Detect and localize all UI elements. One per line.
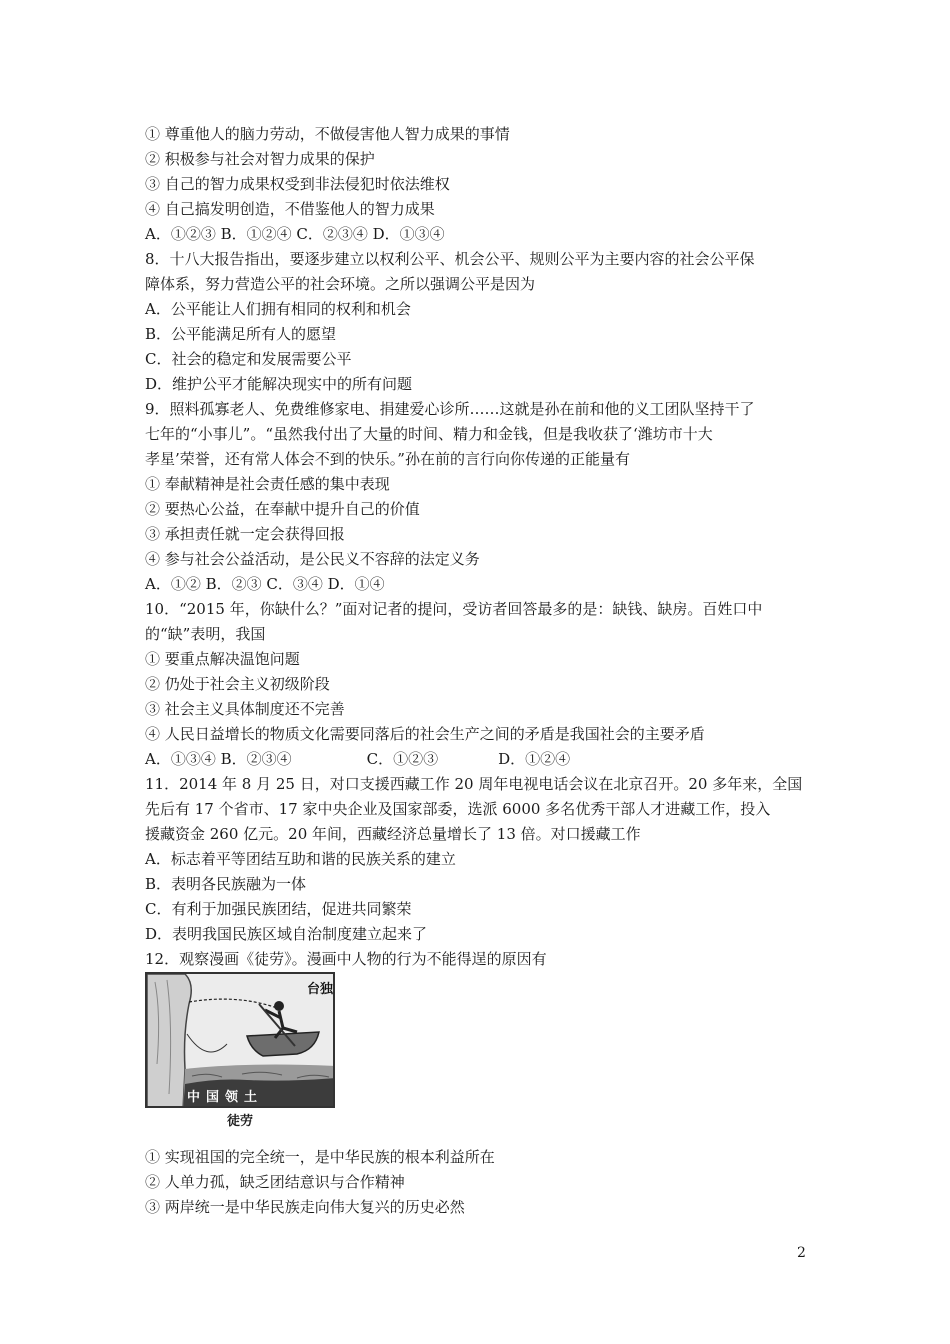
text-line: 的“缺”表明，我国 <box>145 625 266 643</box>
text-line: A．公平能让人们拥有相同的权利和机会 <box>145 300 411 318</box>
text-line: 11．2014 年 8 月 25 日，对口支援西藏工作 20 周年电视电话会议在北京召开。20 多年来，全国 <box>145 775 803 793</box>
text-line: ① 尊重他人的脑力劳动，不做侵害他人智力成果的事情 <box>145 125 510 143</box>
cartoon-image <box>145 972 335 1108</box>
text-line: ① 奉献精神是社会责任感的集中表现 <box>145 475 390 493</box>
answer-options-block <box>145 1145 815 1220</box>
text-line: ④ 自己搞发明创造，不借鉴他人的智力成果 <box>145 200 435 218</box>
cartoon-caption: 徒劳 <box>226 1114 253 1129</box>
text-line: D．表明我国民族区域自治制度建立起来了 <box>145 925 428 943</box>
text-line: B．公平能满足所有人的愿望 <box>145 325 337 343</box>
text-line: ② 仍处于社会主义初级阶段 <box>145 675 330 693</box>
text-line: D．维护公平才能解决现实中的所有问题 <box>145 375 413 393</box>
text-line: ④ 人民日益增长的物质文化需要同落后的社会生产之间的矛盾是我国社会的主要矛盾 <box>145 725 705 743</box>
text-line: B．表明各民族融为一体 <box>145 875 307 893</box>
cartoon-label-taidu: 台独 <box>307 982 334 997</box>
text-line: ① 实现祖国的完全统一，是中华民族的根本利益所在 <box>145 1148 495 1166</box>
text-line: A．①②③ B．①②④ C．②③④ D．①③④ <box>145 225 445 243</box>
text-line: ④ 参与社会公益活动，是公民义不容辞的法定义务 <box>145 550 480 568</box>
text-line: 先后有 17 个省市、17 家中央企业及国家部委，选派 6000 多名优秀干部人才进藏工作，投入 <box>145 800 771 818</box>
cartoon-figure <box>145 972 340 1132</box>
text-line: ① 要重点解决温饱问题 <box>145 650 300 668</box>
question-text-block <box>145 122 815 972</box>
page-number: 2 <box>797 1245 806 1261</box>
text-line: 援藏资金 260 亿元。20 年间，西藏经济总量增长了 13 倍。对口援藏工作 <box>145 825 641 843</box>
text-line: ③ 自己的智力成果权受到非法侵犯时依法维权 <box>145 175 450 193</box>
text-line: 9．照料孤寡老人、免费维修家电、捐建爱心诊所……这就是孙在前和他的义工团队坚持干了 <box>145 400 755 418</box>
text-line: C．社会的稳定和发展需要公平 <box>145 350 352 368</box>
text-line: ③ 承担责任就一定会获得回报 <box>145 525 345 543</box>
text-line: 七年的“小事儿”。“虽然我付出了大量的时间、精力和金钱，但是我收获了‘潍坊市十大 <box>145 425 713 443</box>
text-line: A．①② B．②③ C．③④ D．①④ <box>145 575 385 593</box>
text-line: ② 积极参与社会对智力成果的保护 <box>145 150 375 168</box>
text-line: ③ 社会主义具体制度还不完善 <box>145 700 345 718</box>
text-line: C．有利于加强民族团结，促进共同繁荣 <box>145 900 412 918</box>
text-line: 12．观察漫画《徒劳》。漫画中人物的行为不能得逞的原因有 <box>145 950 547 968</box>
text-line: ② 人单力孤，缺乏团结意识与合作精神 <box>145 1173 405 1191</box>
text-line: ② 要热心公益，在奉献中提升自己的价值 <box>145 500 420 518</box>
text-line: 8．十八大报告指出，要逐步建立以权利公平、机会公平、规则公平为主要内容的社会公平保 <box>145 250 755 268</box>
cartoon-label-territory: 中国领土 <box>187 1090 264 1105</box>
text-line: 孝星’荣誉，还有常人体会不到的快乐。”孙在前的言行向你传递的正能量有 <box>145 450 630 468</box>
text-line: A．①③④ B．②③④ C．①②③ D．①②④ <box>145 750 571 768</box>
text-line: ③ 两岸统一是中华民族走向伟大复兴的历史必然 <box>145 1198 465 1216</box>
text-line: 10．“2015 年，你缺什么？”面对记者的提问，受访者回答最多的是：缺钱、缺房。百姓口中 <box>145 600 763 618</box>
text-line: 障体系，努力营造公平的社会环境。之所以强调公平是因为 <box>145 275 536 293</box>
text-line: A．标志着平等团结互助和谐的民族关系的建立 <box>145 850 456 868</box>
